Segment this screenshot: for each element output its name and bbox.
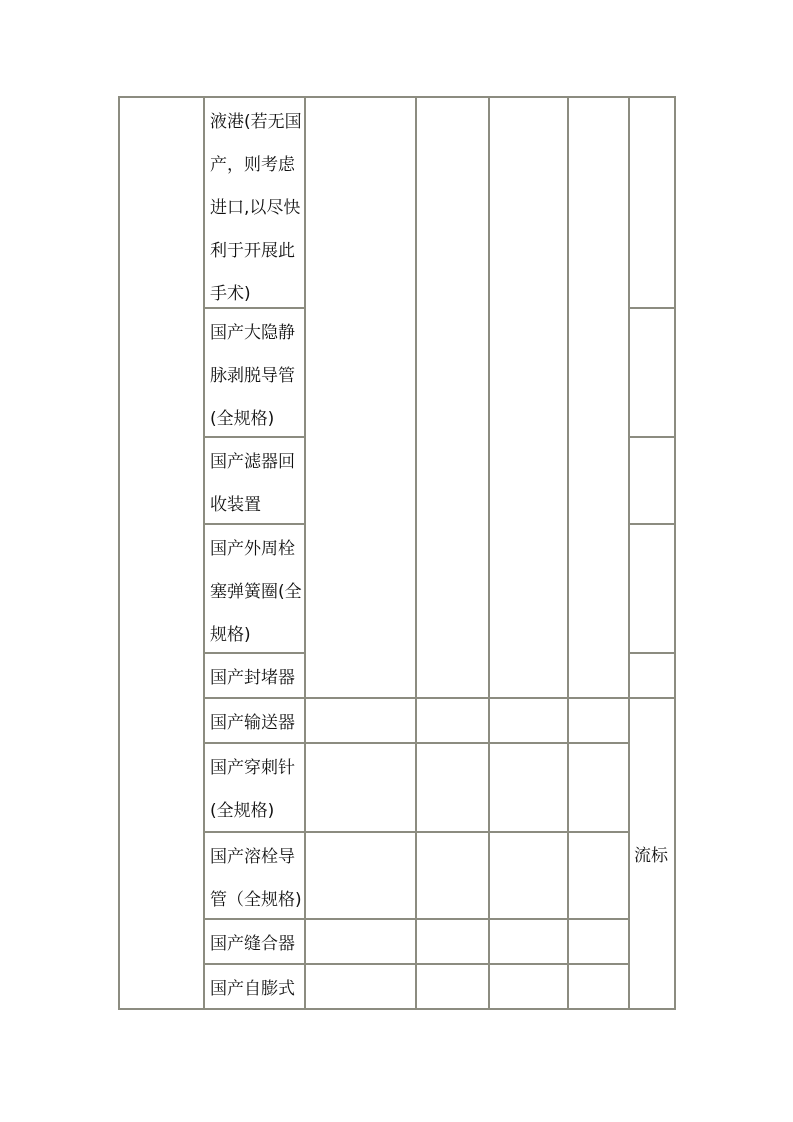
item-cell [205, 309, 304, 436]
item-text: 液港(若无国 [210, 112, 302, 132]
table-border-bottom [118, 1008, 676, 1010]
row-divider [304, 963, 630, 965]
item-cell [205, 699, 304, 742]
row-divider [628, 523, 676, 525]
item-cell [205, 833, 304, 918]
status-cell-label: 流标 [634, 846, 668, 866]
item-text: 利于开展此 [210, 241, 295, 261]
column-divider [628, 96, 630, 1010]
item-text: 进口,以尽快 [210, 198, 301, 218]
row-divider [304, 831, 630, 833]
item-text: (全规格) [210, 409, 275, 429]
column-divider [567, 96, 569, 1010]
item-text: 国产溶栓导 [210, 847, 295, 867]
item-text: 脉剥脱导管 [210, 366, 295, 386]
row-divider [628, 307, 676, 309]
column-divider [304, 96, 306, 1010]
table-border-left [118, 96, 120, 1010]
bid-items-table [118, 96, 676, 1010]
item-text: 手术) [210, 284, 251, 304]
item-text: 国产封堵器 [210, 668, 295, 688]
item-text: 塞弹簧圈(全 [210, 582, 302, 602]
item-text: 国产大隐静 [210, 323, 295, 343]
item-text: (全规格) [210, 801, 275, 821]
item-text: 规格) [210, 625, 251, 645]
row-divider [304, 742, 630, 744]
item-cell [205, 920, 304, 963]
item-cell [205, 525, 304, 652]
item-cell [205, 98, 304, 307]
item-text: 国产穿刺针 [210, 758, 295, 778]
item-cell [205, 744, 304, 831]
item-text: 产，则考虑 [210, 155, 295, 175]
item-text: 国产自膨式 [210, 979, 295, 999]
column-divider [415, 96, 417, 1010]
row-divider [628, 436, 676, 438]
item-text: 国产缝合器 [210, 934, 295, 954]
item-text: 管（全规格) [210, 890, 302, 910]
item-text: 国产外周栓 [210, 539, 295, 559]
row-divider [628, 652, 676, 654]
item-cell [205, 438, 304, 523]
column-divider [488, 96, 490, 1010]
item-cell [205, 965, 304, 1008]
item-text: 收装置 [210, 495, 261, 515]
item-text: 国产滤器回 [210, 452, 295, 472]
table-border-right [674, 96, 676, 1010]
item-text: 国产输送器 [210, 713, 295, 733]
table-border-top [118, 96, 676, 98]
row-divider [304, 918, 630, 920]
item-cell [205, 654, 304, 697]
